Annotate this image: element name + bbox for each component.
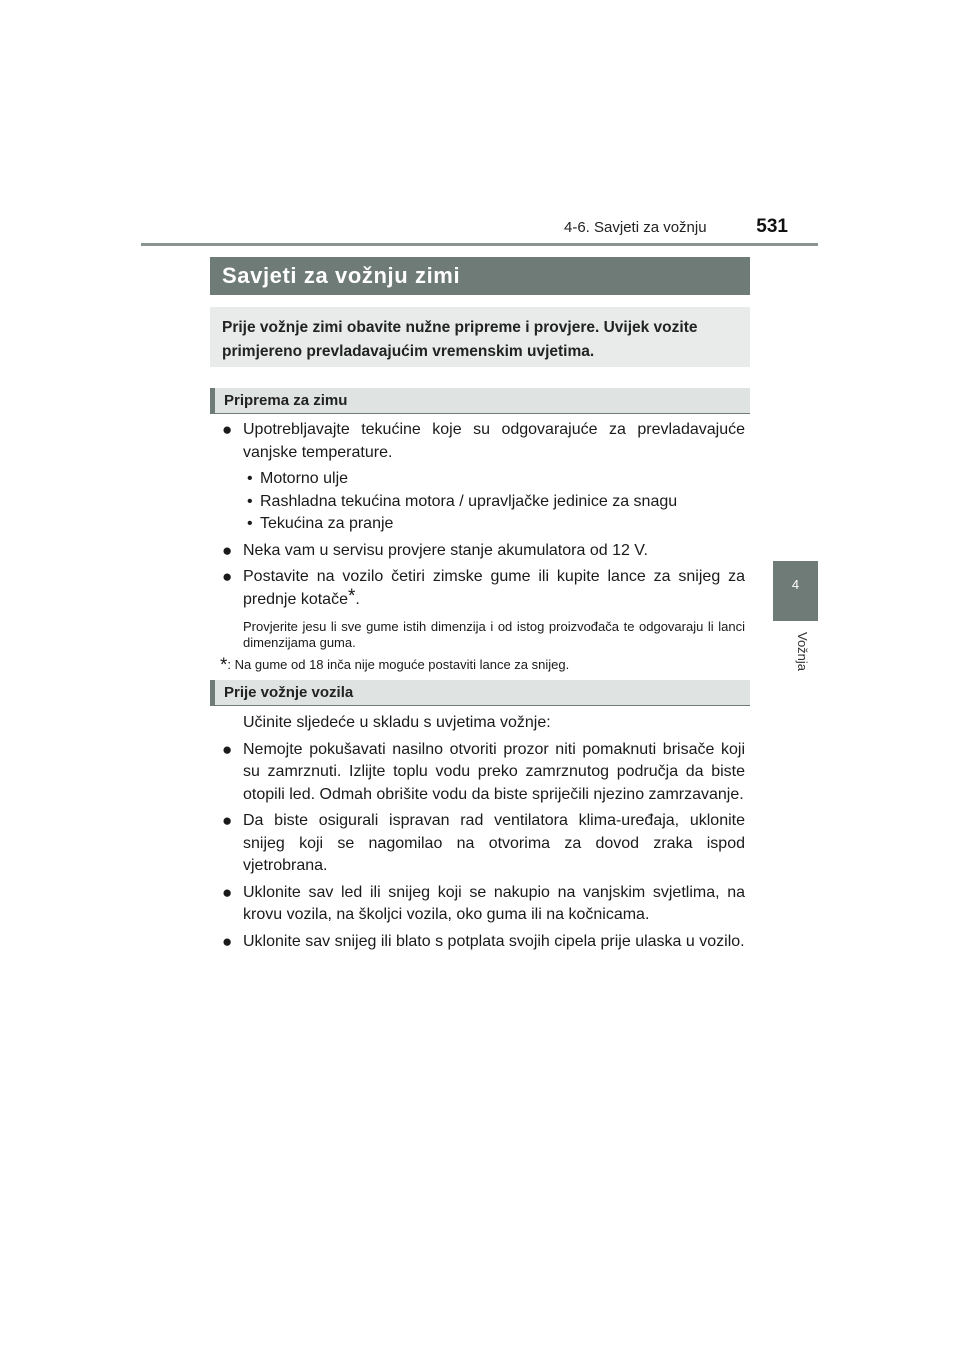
section-before-driving-content xyxy=(222,712,745,957)
sub-item-text: Motorno ulje xyxy=(260,470,349,487)
sub-list-item xyxy=(222,468,745,491)
sub-list-item xyxy=(222,513,745,536)
list-item xyxy=(222,931,745,954)
page-title: Savjeti za vožnju zimi xyxy=(210,257,750,295)
section-heading-winter-prep: Priprema za zimu xyxy=(210,388,750,414)
bullet-text: Postavite na vozilo četiri zimske gume ili kupite lance za snijeg za prednje kotače xyxy=(243,568,745,608)
sub-item-text: Rashladna tekućina motora / upravljačke jedinice za snagu xyxy=(260,492,678,510)
bullet-icon: ● xyxy=(222,420,233,439)
sub-item-text: Tekućina za pranje xyxy=(260,515,394,532)
chapter-tab: 4 xyxy=(773,561,818,621)
section-winter-prep-content xyxy=(222,419,745,674)
list-item xyxy=(222,419,745,464)
bullet-text: Uklonite sav led ili snijeg koji se nakupio na vanjskim svjetlima, na krovu vozila, na školjci vozila, oko guma ili na kočnicama. xyxy=(243,883,745,923)
bullet-icon: ● xyxy=(222,739,233,759)
sub-bullet-icon: • xyxy=(247,515,253,532)
list-item xyxy=(222,882,745,927)
bullet-icon: ● xyxy=(222,567,233,586)
lead-text: Učinite sljedeće u skladu s uvjetima vožnje: xyxy=(243,714,551,731)
sub-list-item xyxy=(222,491,745,514)
bullet-icon: ● xyxy=(222,811,233,830)
bullet-icon: ● xyxy=(222,931,233,951)
footnote-marker: * xyxy=(347,585,356,607)
bullet-icon: ● xyxy=(222,882,233,902)
sub-bullet-icon: • xyxy=(247,492,253,510)
header-section-title: 4-6. Savjeti za vožnju xyxy=(564,219,707,236)
bullet-text-end: . xyxy=(355,590,360,608)
footnote-marker: * xyxy=(220,655,228,676)
intro-box xyxy=(210,307,750,367)
bullet-text: Upotrebljavajte tekućine koje su odgovarajuće za prevladavajuće vanjske temperature. xyxy=(243,421,745,461)
section-heading-before-driving: Prije vožnje vozila xyxy=(210,680,750,706)
footnote xyxy=(220,657,745,674)
bullet-icon: ● xyxy=(222,540,233,560)
chapter-label: Vožnja xyxy=(795,632,810,672)
list-item xyxy=(222,739,745,807)
header-divider xyxy=(141,243,818,246)
list-item xyxy=(222,566,745,611)
bullet-text: Neka vam u servisu provjere stanje akumulatora od 12 V. xyxy=(243,541,648,559)
sub-bullet-icon: • xyxy=(247,470,253,487)
note-text: Provjerite jesu li sve gume istih dimenzija i od istog proizvođača te odgovaraju li lanci dimenzijama guma. xyxy=(243,619,745,650)
footnote-text: : Na gume od 18 inča nije moguće postaviti lance za snijeg. xyxy=(227,657,570,672)
list-item xyxy=(222,540,745,563)
intro-text: Prije vožnje zimi obavite nužne pripreme i provjere. Uvijek vozite primjereno prevladavajućim vremenskim uvjetima. xyxy=(222,319,698,360)
page-number: 531 xyxy=(756,216,788,237)
bullet-text: Nemojte pokušavati nasilno otvoriti prozor niti pomaknuti brisače koji su zamrznuti. Izlijte toplu vodu preko zamrznutog područja da biste otopili led. Odmah obrišite vodu da biste spriječili njezino zamrzavanje. xyxy=(243,740,745,803)
bullet-text: Uklonite sav snijeg ili blato s potplata svojih cipela prije ulaska u vozilo. xyxy=(243,932,745,950)
list-item xyxy=(222,810,745,878)
bullet-text: Da biste osigurali ispravan rad ventilatora klima-uređaja, uklonite snijeg koji se nagomilao na otvorima za dovod zraka ispod vjetrobrana. xyxy=(243,812,745,874)
